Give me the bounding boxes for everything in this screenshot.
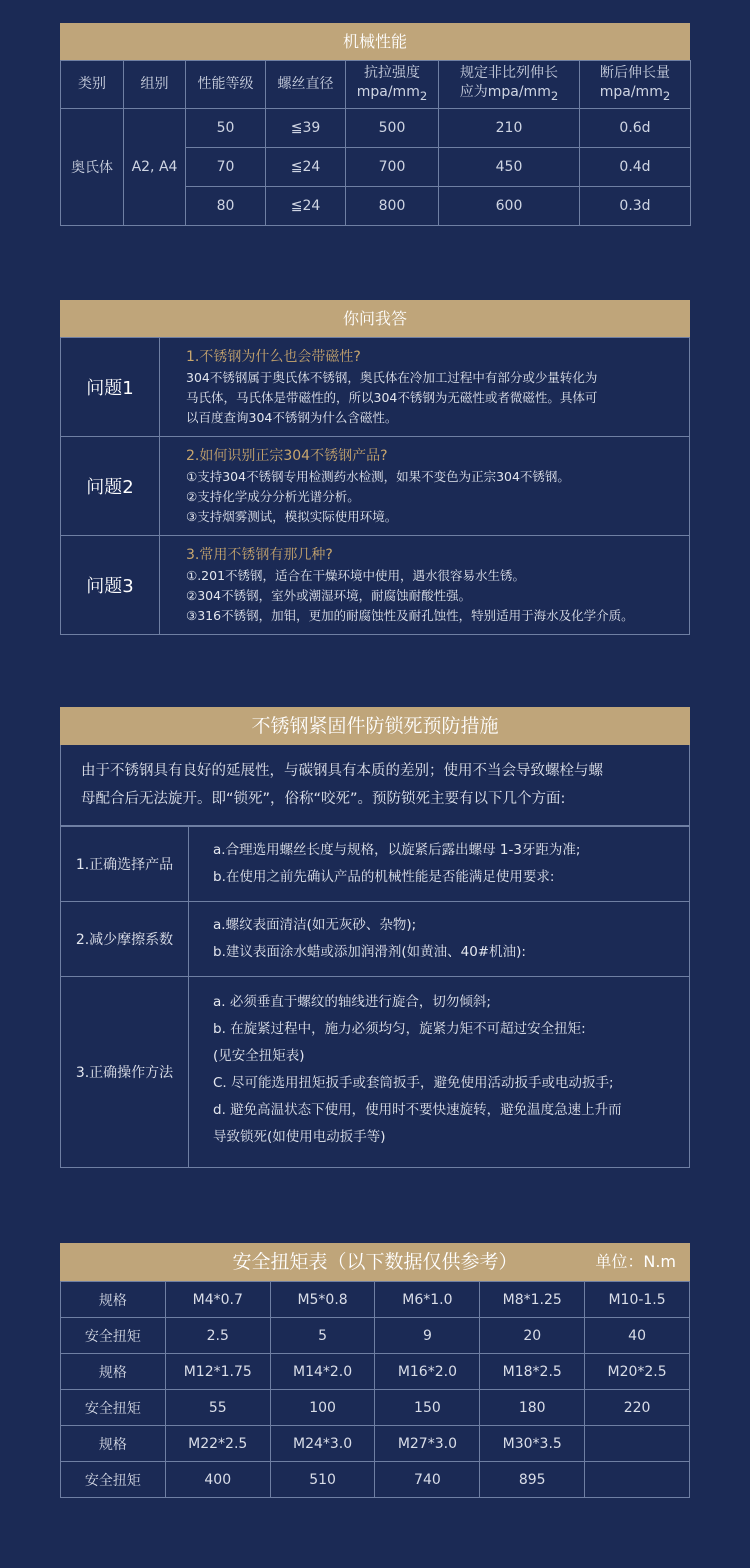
measure-label: 3.正确操作方法 bbox=[61, 977, 189, 1168]
table-row: 规格 M22*2.5 M24*3.0 M27*3.0 M30*3.5 bbox=[61, 1426, 690, 1462]
question-label: 问题2 bbox=[61, 437, 160, 536]
answer-cell: 2.如何识别正宗304不锈钢产品? ①支持304不锈钢专用检测药水检测，如果不变色为正宗304不锈钢。 ②支持化学成分分析光谱分析。 ③支持烟雾测试，模拟实际使用环境。 bbox=[160, 437, 690, 536]
qa-section bbox=[60, 300, 690, 635]
measure-body: a.螺纹表面清洁(如无灰砂、杂物); b.建议表面涂水蜡或添加润滑剂(如黄油、40#机油): bbox=[189, 902, 690, 977]
table-header-row bbox=[61, 61, 691, 109]
question-title: 3.常用不锈钢有那几种? bbox=[186, 546, 333, 563]
measure-label: 2.减少摩擦系数 bbox=[61, 902, 189, 977]
header-group: 组别 bbox=[124, 61, 186, 109]
qa-row bbox=[61, 536, 690, 635]
antilock-title: 不锈钢紧固件防锁死预防措施 bbox=[60, 707, 690, 745]
table-row: 70 ≦24 700 450 0.4d bbox=[61, 148, 691, 187]
torque-unit: 单位：N.m bbox=[595, 1252, 676, 1271]
table-row: 安全扭矩 400 510 740 895 bbox=[61, 1462, 690, 1498]
torque-title-bar bbox=[60, 1243, 690, 1281]
answer-cell: 1.不锈钢为什么也会带磁性? 304不锈钢属于奥氏体不锈钢，奥氏体在冷加工过程中有部分或少量转化为 马氏体，马氏体是带磁性的，所以304不锈钢为无磁性或者微磁性。具体可 以百度查询304不锈钢为什么含磁性。 bbox=[160, 338, 690, 437]
antilock-row bbox=[61, 827, 690, 902]
answer-cell: 3.常用不锈钢有那几种? ①.201不锈钢，适合在干燥环境中使用，遇水很容易水生锈。 ②304不锈钢，室外或潮湿环境，耐腐蚀耐酸性强。 ③316不锈钢，加钼，更加的耐腐蚀性及耐孔蚀性，特别适用于海水及化学介质。 bbox=[160, 536, 690, 635]
header-elongation: 断后伸长量 mpa/$mm_2$ bbox=[580, 61, 691, 109]
question-label: 问题3 bbox=[61, 536, 160, 635]
table-row: 安全扭矩 2.5 5 9 20 40 bbox=[61, 1318, 690, 1354]
table-row: 规格 M12*1.75 M14*2.0 M16*2.0 M18*2.5 M20*2.5 bbox=[61, 1354, 690, 1390]
mechanical-title: 机械性能 bbox=[60, 23, 690, 60]
torque-section bbox=[60, 1243, 690, 1498]
torque-title: 安全扭矩表（以下数据仅供参考） bbox=[232, 1251, 518, 1273]
header-yield: 规定非比列伸长 应为mpa/$mm_2$ bbox=[439, 61, 580, 109]
mechanical-table bbox=[60, 60, 691, 226]
table-row: 80 ≦24 800 600 0.3d bbox=[61, 187, 691, 226]
table-row: 奥氏体 A2, A4 50 ≦39 500 210 0.6d bbox=[61, 109, 691, 148]
antilock-table bbox=[60, 826, 690, 1168]
header-grade: 性能等级 bbox=[186, 61, 266, 109]
qa-row bbox=[61, 338, 690, 437]
antilock-row bbox=[61, 977, 690, 1168]
group-cell: A2, A4 bbox=[124, 109, 186, 226]
header-tensile: 抗拉强度 mpa/$mm_2$ bbox=[346, 61, 439, 109]
header-diameter: 螺丝直径 bbox=[266, 61, 346, 109]
qa-title: 你问我答 bbox=[60, 300, 690, 337]
antilock-row bbox=[61, 902, 690, 977]
question-title: 1.不锈钢为什么也会带磁性? bbox=[186, 348, 361, 365]
qa-table bbox=[60, 337, 690, 635]
header-category: 类别 bbox=[61, 61, 124, 109]
measure-body: a.合理选用螺丝长度与规格，以旋紧后露出螺母 1-3牙距为准; b.在使用之前先确认产品的机械性能是否能满足使用要求: bbox=[189, 827, 690, 902]
antilock-intro: 由于不锈钢具有良好的延展性，与碳钢具有本质的差别；使用不当会导致螺栓与螺 母配合后无法旋开。即“锁死”，俗称“咬死”。预防锁死主要有以下几个方面: bbox=[60, 745, 690, 826]
mechanical-properties-section bbox=[60, 23, 690, 226]
antilock-section bbox=[60, 707, 690, 1168]
measure-label: 1.正确选择产品 bbox=[61, 827, 189, 902]
category-cell: 奥氏体 bbox=[61, 109, 124, 226]
question-title: 2.如何识别正宗304不锈钢产品? bbox=[186, 447, 388, 464]
torque-table bbox=[60, 1281, 690, 1498]
qa-row bbox=[61, 437, 690, 536]
question-label: 问题1 bbox=[61, 338, 160, 437]
table-row: 规格 M4*0.7 M5*0.8 M6*1.0 M8*1.25 M10-1.5 bbox=[61, 1282, 690, 1318]
measure-body: a. 必须垂直于螺纹的轴线进行旋合，切勿倾斜; b. 在旋紧过程中，施力必须均匀，旋紧力矩不可超过安全扭矩: (见安全扭矩表) C. 尽可能选用扭矩扳手或套筒扳手，避免使用活动扳手或电动扳手; d. 避免高温状态下使用，使用时不要快速旋转，避免温度急速上升而 导致锁死(如使用电动扳手等) bbox=[189, 977, 690, 1168]
table-row: 安全扭矩 55 100 150 180 220 bbox=[61, 1390, 690, 1426]
